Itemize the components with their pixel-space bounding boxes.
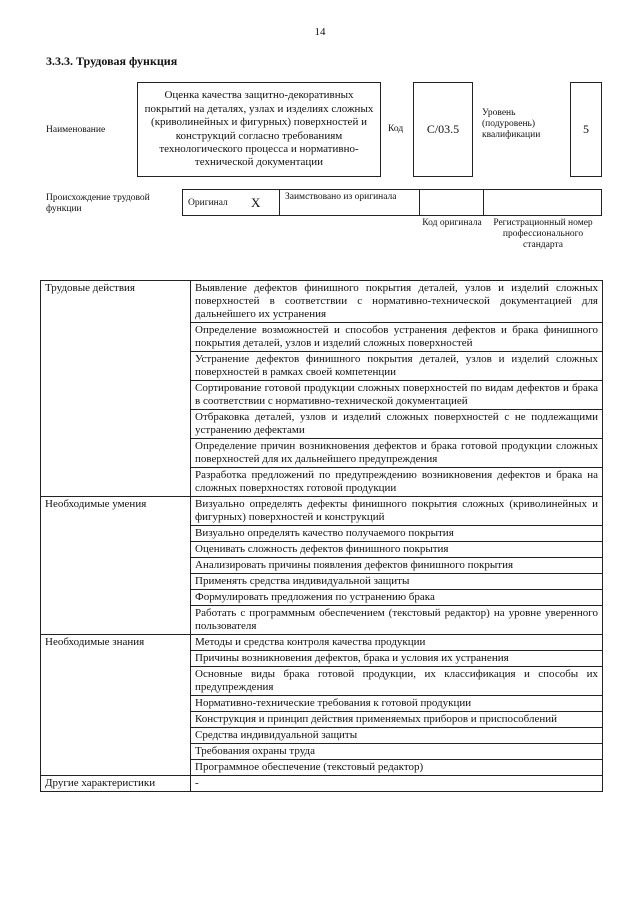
original-label: Оригинал bbox=[188, 198, 228, 208]
original-mark: X bbox=[251, 195, 261, 210]
function-table bbox=[40, 280, 603, 792]
code-box bbox=[413, 82, 473, 177]
required-knowledge-item: Конструкция и принцип действия применяемых приборов и приспособлений bbox=[191, 712, 603, 728]
table-row bbox=[41, 776, 603, 792]
registration-number-caption: Регистрационный номер профессионального стандарта bbox=[493, 218, 593, 250]
origin-label: Происхождение трудовой функции bbox=[46, 193, 150, 214]
required-knowledge-item: Требования охраны труда bbox=[191, 744, 603, 760]
origin-reg-cell bbox=[483, 189, 602, 216]
function-name-text: Оценка качества защитно-декоративных покрытий на деталях, узлах и изделиях сложных (криволинейных и фигурных) поверхностей и конструкций согласно требованиям технологического процесса и нормативно-технической документации bbox=[144, 89, 374, 169]
page-number: 14 bbox=[314, 26, 326, 38]
labor-actions-item: Устранение дефектов финишного покрытия деталей, узлов и изделий сложных поверхностей в рамках своей компетенции bbox=[191, 352, 603, 381]
required-knowledge-item: Основные виды брака готовой продукции, их классификация и способы их предупреждения bbox=[191, 667, 603, 696]
labor-actions-label: Трудовые действия bbox=[41, 281, 191, 497]
other-characteristics-label: Другие характеристики bbox=[41, 776, 191, 792]
required-knowledge-item: Методы и средства контроля качества продукции bbox=[191, 635, 603, 651]
qualification-level-label: Уровень (подуровень) квалификации bbox=[482, 108, 541, 140]
name-label: Наименование bbox=[46, 125, 106, 135]
required-skills-item: Анализировать причины появления дефектов финишного покрытия bbox=[191, 558, 603, 574]
required-knowledge-item: Программное обеспечение (текстовый редактор) bbox=[191, 760, 603, 776]
table-row bbox=[41, 497, 603, 526]
required-skills-label: Необходимые умения bbox=[41, 497, 191, 635]
qualification-level-value: 5 bbox=[583, 122, 589, 136]
required-skills-item: Применять средства индивидуальной защиты bbox=[191, 574, 603, 590]
labor-actions-item: Сортирование готовой продукции сложных поверхностей по видам дефектов и брака в соответствии с нормативно-технической документацией bbox=[191, 381, 603, 410]
code-original-caption: Код оригинала bbox=[422, 218, 482, 228]
other-characteristics-item: - bbox=[191, 776, 603, 792]
required-skills-item: Работать с программным обеспечением (текстовый редактор) на уровне уверенного пользователя bbox=[191, 606, 603, 635]
required-knowledge-item: Средства индивидуальной защиты bbox=[191, 728, 603, 744]
function-name-box bbox=[137, 82, 381, 177]
labor-actions-item: Определение возможностей и способов устранения дефектов и брака финишного покрытия деталей, узлов и изделий сложных поверхностей bbox=[191, 323, 603, 352]
origin-original-cell bbox=[182, 189, 280, 216]
required-knowledge-item: Нормативно-технические требования к готовой продукции bbox=[191, 696, 603, 712]
required-skills-item: Визуально определять качество получаемого покрытия bbox=[191, 526, 603, 542]
table-row bbox=[41, 281, 603, 323]
labor-actions-item: Отбраковка деталей, узлов и изделий сложных поверхностей с не подлежащими устранению дефектами bbox=[191, 410, 603, 439]
origin-borrowed-cell bbox=[279, 189, 420, 216]
code-value: C/03.5 bbox=[426, 122, 460, 136]
required-skills-item: Формулировать предложения по устранению брака bbox=[191, 590, 603, 606]
labor-actions-item: Разработка предложений по предупреждению возникновения дефектов и брака на сложных поверхностях готовой продукции bbox=[191, 468, 603, 497]
labor-actions-item: Определение причин возникновения дефектов и брака готовой продукции сложных поверхностей для их дальнейшего предупреждения bbox=[191, 439, 603, 468]
code-label: Код bbox=[388, 124, 404, 134]
labor-actions-item: Выявление дефектов финишного покрытия деталей, узлов и изделий сложных поверхностей в соответствии с нормативно-технической документацией для дальнейшего их устранения bbox=[191, 281, 603, 323]
table-row bbox=[41, 635, 603, 651]
origin-code-cell bbox=[419, 189, 484, 216]
required-skills-item: Оценивать сложность дефектов финишного покрытия bbox=[191, 542, 603, 558]
section-title: 3.3.3. Трудовая функция bbox=[46, 54, 178, 68]
required-knowledge-label: Необходимые знания bbox=[41, 635, 191, 776]
required-skills-item: Визуально определять дефекты финишного покрытия сложных (криволинейных и фигурных) поверхностей и конструкций bbox=[191, 497, 603, 526]
borrowed-label: Заимствовано из оригинала bbox=[285, 192, 397, 202]
qualification-level-box bbox=[570, 82, 602, 177]
required-knowledge-item: Причины возникновения дефектов, брака и условия их устранения bbox=[191, 651, 603, 667]
